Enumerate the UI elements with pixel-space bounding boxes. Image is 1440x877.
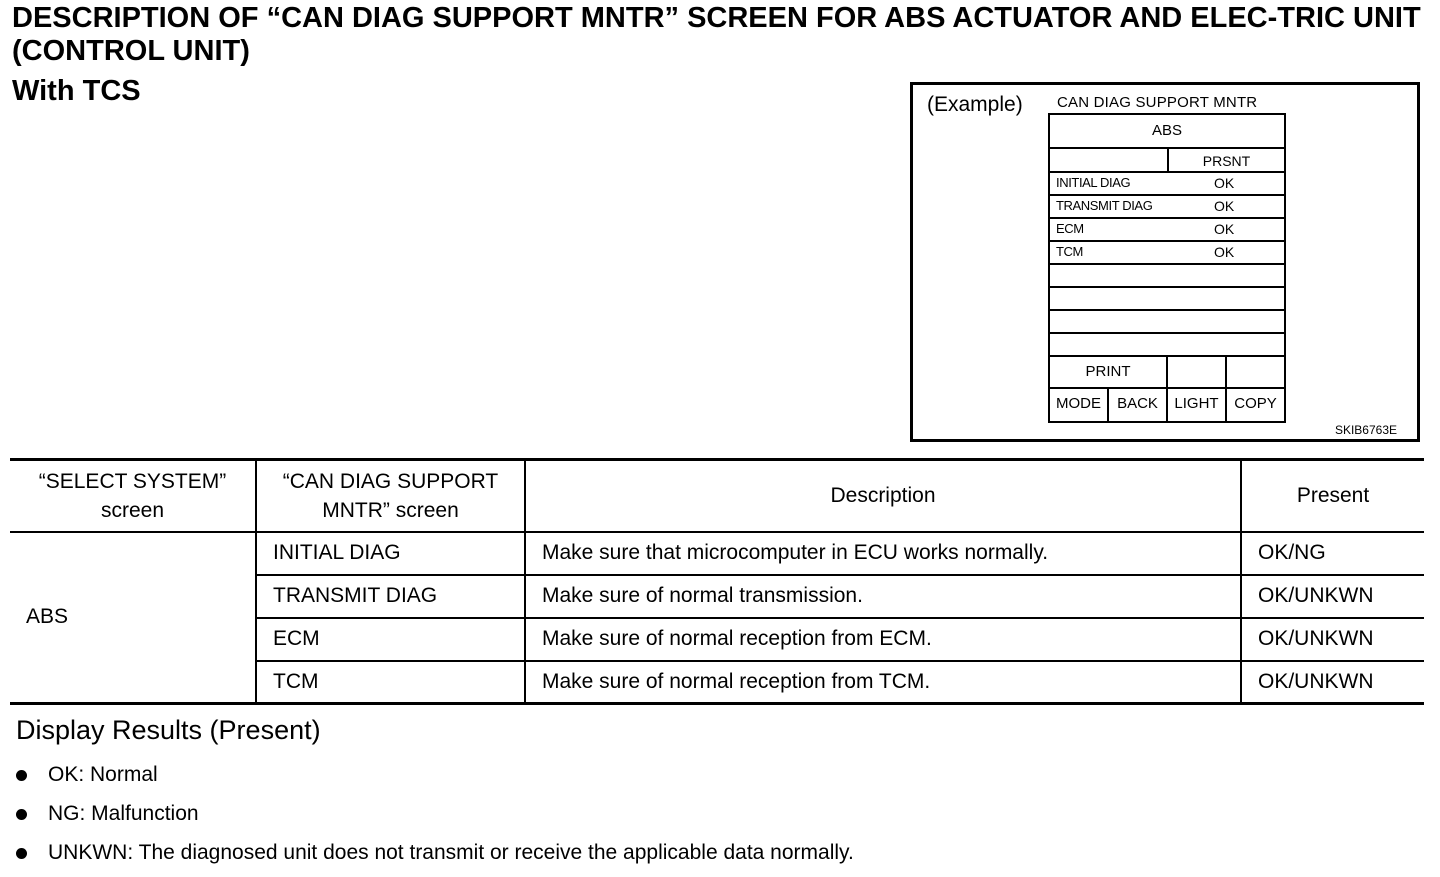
list-item	[16, 760, 854, 799]
screen-item-value: OK	[1214, 221, 1235, 237]
header-can-diag: “CAN DIAG SUPPORT MNTR” screen	[256, 460, 525, 532]
bullet-icon	[16, 770, 27, 781]
item-cell: TRANSMIT DIAG	[256, 575, 525, 618]
screen-item-name: ECM	[1056, 221, 1084, 236]
screen-item-name: INITIAL DIAG	[1056, 175, 1131, 190]
present-cell: OK/UNKWN	[1241, 575, 1424, 618]
item-cell: ECM	[256, 618, 525, 661]
screen-column-header: PRSNT	[1202, 153, 1251, 169]
screen-blank-row	[1050, 265, 1284, 288]
screen-item-value: OK	[1214, 175, 1235, 191]
description-cell: Make sure of normal reception from ECM.	[525, 618, 1241, 661]
header-present: Present	[1241, 460, 1424, 532]
example-label: (Example)	[927, 93, 1023, 116]
bullet-icon	[16, 848, 27, 859]
present-cell: OK/UNKWN	[1241, 661, 1424, 704]
figure-code: SKIB6763E	[1334, 423, 1397, 437]
item-cell: TCM	[256, 661, 525, 704]
results-list	[16, 760, 854, 877]
print-button[interactable]: PRINT	[1050, 357, 1168, 387]
copy-button[interactable]: COPY	[1234, 395, 1277, 412]
description-cell: Make sure that microcomputer in ECU works normally.	[525, 532, 1241, 575]
screen-button-row	[1050, 389, 1284, 421]
description-cell: Make sure of normal reception from TCM.	[525, 661, 1241, 704]
diag-table	[10, 458, 1424, 705]
screen-item-row	[1050, 196, 1284, 219]
header-select-system: “SELECT SYSTEM” screen	[10, 460, 256, 532]
screen-blank-row	[1050, 311, 1284, 334]
header-description: Description	[525, 460, 1241, 532]
screen-item-name: TRANSMIT DIAG	[1056, 198, 1153, 213]
screen-system: ABS	[1050, 115, 1284, 149]
screen-item-value: OK	[1214, 244, 1235, 260]
page-title: DESCRIPTION OF “CAN DIAG SUPPORT MNTR” SCREEN FOR ABS ACTUATOR AND ELEC-TRIC UNIT (CONTROL UNIT)	[12, 2, 1421, 67]
list-item	[16, 838, 854, 877]
screen-item-row	[1050, 242, 1284, 265]
list-item	[16, 799, 854, 838]
result-text: NG: Malfunction	[48, 802, 199, 825]
mode-button[interactable]: MODE	[1050, 389, 1109, 421]
table-header-row	[10, 460, 1424, 532]
screen-item-row	[1050, 219, 1284, 242]
screen-title: CAN DIAG SUPPORT MNTR	[1057, 94, 1258, 111]
blank-button[interactable]	[1168, 357, 1227, 387]
screen-header-row	[1050, 149, 1284, 173]
present-cell: OK/UNKWN	[1241, 618, 1424, 661]
results-heading: Display Results (Present)	[16, 715, 321, 745]
table-row	[10, 532, 1424, 575]
screen-item-row	[1050, 173, 1284, 196]
description-cell: Make sure of normal transmission.	[525, 575, 1241, 618]
result-text: UNKWN: The diagnosed unit does not transmit or receive the applicable data normally.	[48, 841, 854, 864]
bullet-icon	[16, 809, 27, 820]
screen-blank-row	[1050, 288, 1284, 311]
light-button[interactable]: LIGHT	[1168, 389, 1227, 421]
page-subtitle: With TCS	[12, 75, 141, 107]
screen-button-row	[1050, 357, 1284, 389]
screen-blank-row	[1050, 334, 1284, 357]
present-cell: OK/NG	[1241, 532, 1424, 575]
monitor-screen	[1048, 113, 1286, 423]
blank-button[interactable]	[1227, 357, 1284, 387]
result-text: OK: Normal	[48, 763, 158, 786]
example-figure	[910, 82, 1420, 442]
system-cell: ABS	[10, 532, 256, 704]
back-button[interactable]: BACK	[1109, 389, 1168, 421]
screen-item-name: TCM	[1056, 244, 1083, 259]
item-cell: INITIAL DIAG	[256, 532, 525, 575]
screen-item-value: OK	[1214, 198, 1235, 214]
